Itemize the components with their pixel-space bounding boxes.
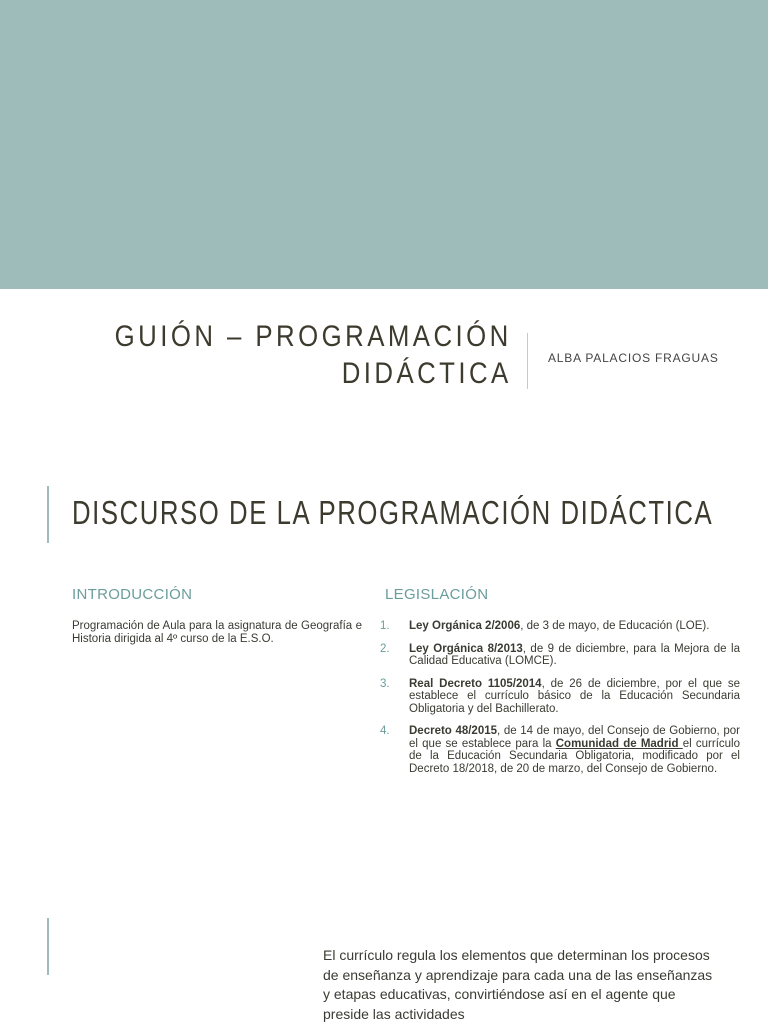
list-item [380,678,740,716]
community-link: Comunidad de Madrid [555,737,683,750]
curriculum-text: El currículo regula los elementos que determinan los procesos de enseñanza y aprendizaje para cada una de las enseñanzas y etapas educativas, convirtiéndose así en el agente que preside las actividades [323,947,713,1022]
list-number: 3. [380,677,390,690]
law-name: Real Decreto 1105/2014 [409,677,542,690]
intro-heading: INTRODUCCIÓN [72,586,193,603]
law-name: Decreto 48/2015 [409,725,498,737]
list-item [380,620,740,633]
list-number: 1. [380,620,390,632]
author-name: ALBA PALACIOS FRAGUAS [548,351,719,365]
law-name: Ley Orgánica 8/2013 [409,642,523,655]
section-accent-bar-2 [47,918,49,975]
list-number: 4. [380,725,390,737]
law-description-cont: el currículo de la Educación Secundaria Obligatoria, modificado por el Decreto 18/2018, de 20 de marzo, del Consejo de Gobierno. [409,737,741,775]
list-item [380,643,740,668]
intro-text: Programación de Aula para la asignatura de Geografía e Historia dirigida al 4º curso de la E.S.O. [72,620,362,645]
title-line-1: GUIÓN – PROGRAMACIÓN [114,320,512,353]
law-description: , de 14 de mayo, del Consejo de Gobierno, por el que se establece para la [409,725,740,750]
law-description: , de 26 de diciembre, por el que se establece el currículo básico de la Educación Secundaria Obligatoria y del Bachillerato. [409,677,740,715]
legislation-list [380,620,740,785]
title-divider [527,333,528,389]
law-name: Ley Orgánica 2/2006 [409,620,521,632]
legislation-heading: LEGISLACIÓN [385,586,489,603]
section-accent-bar [47,486,49,543]
law-description: , de 9 de diciembre, para la Mejora de la Calidad Educativa (LOMCE). [409,642,740,667]
list-number: 2. [380,642,390,655]
section-title: DISCURSO DE LA PROGRAMACIÓN DIDÁCTICA [72,494,714,531]
page-title [115,318,512,392]
law-description: , de 3 de mayo, de Educación (LOE). [520,620,710,632]
header-banner [0,0,768,289]
list-item [380,725,740,775]
title-line-2: DIDÁCTICA [341,357,512,390]
